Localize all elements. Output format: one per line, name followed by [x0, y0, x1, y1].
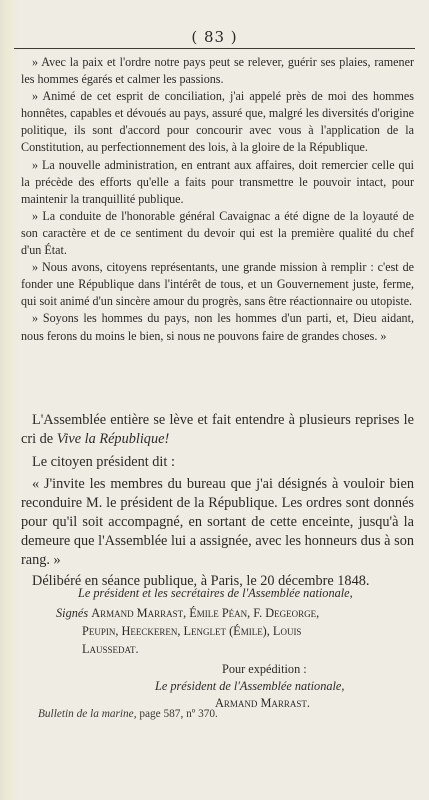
deliberation-line: Délibéré en séance publique, à Paris, le 20 décembre 1848. — [32, 573, 370, 589]
footnote — [38, 708, 218, 720]
speech-paragraph-4: » La conduite de l'honorable général Cavaignac a été digne de la loyauté de son caractère et de ce sentiment du devoir qui est la première qualité du chef d'un État. — [21, 208, 414, 258]
assembly-reaction-text: L'Assemblée entière se lève et fait entendre à plusieurs reprises le cri de — [21, 412, 414, 447]
speech-paragraph-5: » Nous avons, citoyens représentants, une grande mission à remplir : c'est de fonder une République dans l'intérêt de tous, et un Gouvernement juste, ferme, qui soit animé d'un sincère amour du progrès, sans être réactionnaire ou utopiste. — [21, 260, 414, 309]
president-title: Le président de l'Assemblée nationale, — [155, 679, 345, 693]
signature-heading: Le président et les secrétaires de l'Assemblée nationale, — [78, 586, 353, 600]
president-name: Armand Marrast. — [215, 696, 310, 710]
signature-names-2: Peupin, Heeckeren, Lenglet (Émile), Louis — [82, 624, 302, 638]
footnote-reference: , page 587, nº 370. — [133, 708, 218, 720]
president-intro: Le citoyen président dit : — [32, 454, 175, 470]
signature-names-1-text: Armand Marrast, Émile Péan, F. Degeorge, — [91, 606, 320, 620]
signature-names-1 — [56, 604, 319, 622]
speech-paragraph-6: » Soyons les hommes du pays, non les hommes d'un parti, et, Dieu aidant, nous ferons du moins le bien, si nous ne pouvons faire de grandes choses. » — [21, 311, 414, 343]
vive-la-republique: Vive la République! — [56, 431, 170, 447]
speech-paragraph-1: » Avec la paix et l'ordre notre pays peut se relever, guérir ses plaies, ramener les hommes égarés et calmer les passions. — [21, 55, 414, 87]
expedition-label: Pour expédition : — [222, 662, 307, 676]
speech-paragraph-2: » Animé de cet esprit de conciliation, j'ai appelé près de moi des hommes honnêtes, capables et dévoués au pays, assuré que, malgré les diversités d'origine politique, ils sont d'accord pour concourir avec vous à l'application de la Constitution, au perfectionnement des lois, à la gloire de la République. — [21, 89, 414, 155]
signes-label: Signés — [56, 606, 89, 620]
president-speech: « J'invite les membres du bureau que j'ai désignés à vouloir bien reconduire M. le président de la République. Les ordres sont donnés pour qu'il soit accompagné, en sortant de cette enceinte, jusqu'à la demeure que l'Assemblée lui a assignée, avec les honneurs dus à son rang. » — [21, 476, 414, 568]
footnote-source: Bulletin de la marine — [38, 708, 134, 720]
signature-names-3: Laussedat. — [82, 642, 139, 656]
header-rule — [14, 48, 415, 49]
speech-paragraph-3: » La nouvelle administration, en entrant aux affaires, doit remercier celle qui la précède des efforts qu'elle a faits pour transmettre le pouvoir intact, pour maintenir la tranquillité publique. — [21, 157, 414, 206]
assembly-block — [21, 411, 414, 591]
page-number: ( 83 ) — [191, 28, 238, 46]
assembly-reaction — [21, 411, 414, 449]
speech-block — [21, 54, 414, 345]
